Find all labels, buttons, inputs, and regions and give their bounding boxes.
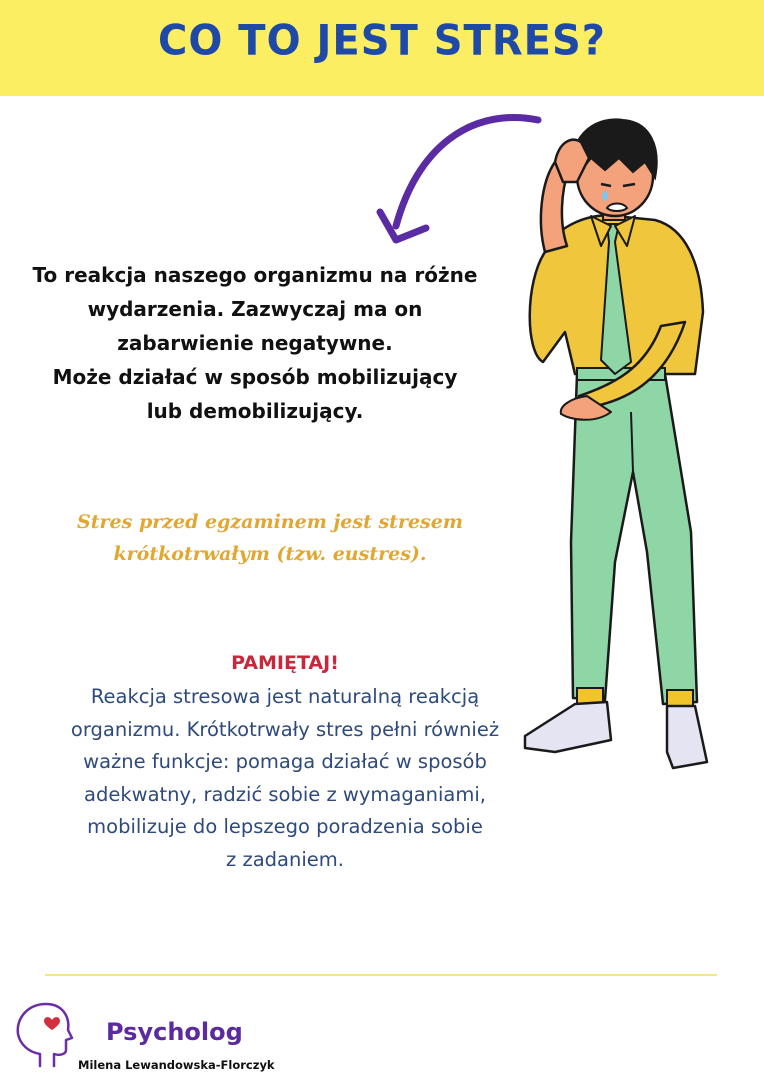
remember-line: adekwatny, radzić sobie z wymaganiami, bbox=[84, 782, 486, 806]
remember-text bbox=[20, 681, 550, 876]
eustres-line: Stres przed egzaminem jest stresem bbox=[77, 511, 463, 533]
remember-line: organizmu. Krótkotrwały stres pełni również bbox=[70, 717, 500, 741]
page-title: CO TO JEST STRES? bbox=[158, 16, 606, 66]
author-name: Milena Lewandowska-Florczyk bbox=[78, 1058, 275, 1072]
definition-line: To reakcja naszego organizmu na różne bbox=[32, 263, 478, 287]
remember-line: mobilizuje do lepszego poradzenia sobie bbox=[87, 815, 483, 838]
definition-text bbox=[10, 258, 500, 428]
definition-line: zabarwienie negatywne. bbox=[117, 331, 393, 355]
eustres-note bbox=[40, 506, 500, 570]
remember-heading: PAMIĘTAJ! bbox=[231, 652, 339, 674]
stressed-person-illustration bbox=[515, 112, 715, 780]
definition-line: Może działać w sposób mobilizujący bbox=[52, 365, 458, 389]
footer-divider bbox=[45, 974, 717, 976]
remember-line: ważne funkcje: pomaga działać w sposób bbox=[83, 750, 487, 773]
definition-line: wydarzenia. Zazwyczaj ma on bbox=[87, 297, 423, 321]
brand-name: Psycholog bbox=[106, 1018, 243, 1046]
eustres-line: krótkotrwałym (tzw. eustres). bbox=[113, 543, 427, 565]
head-heart-icon bbox=[10, 998, 74, 1070]
definition-line: lub demobilizujący. bbox=[146, 399, 364, 423]
remember-line: z zadaniem. bbox=[226, 847, 344, 871]
remember-line: Reakcja stresowa jest naturalną reakcją bbox=[90, 685, 480, 708]
